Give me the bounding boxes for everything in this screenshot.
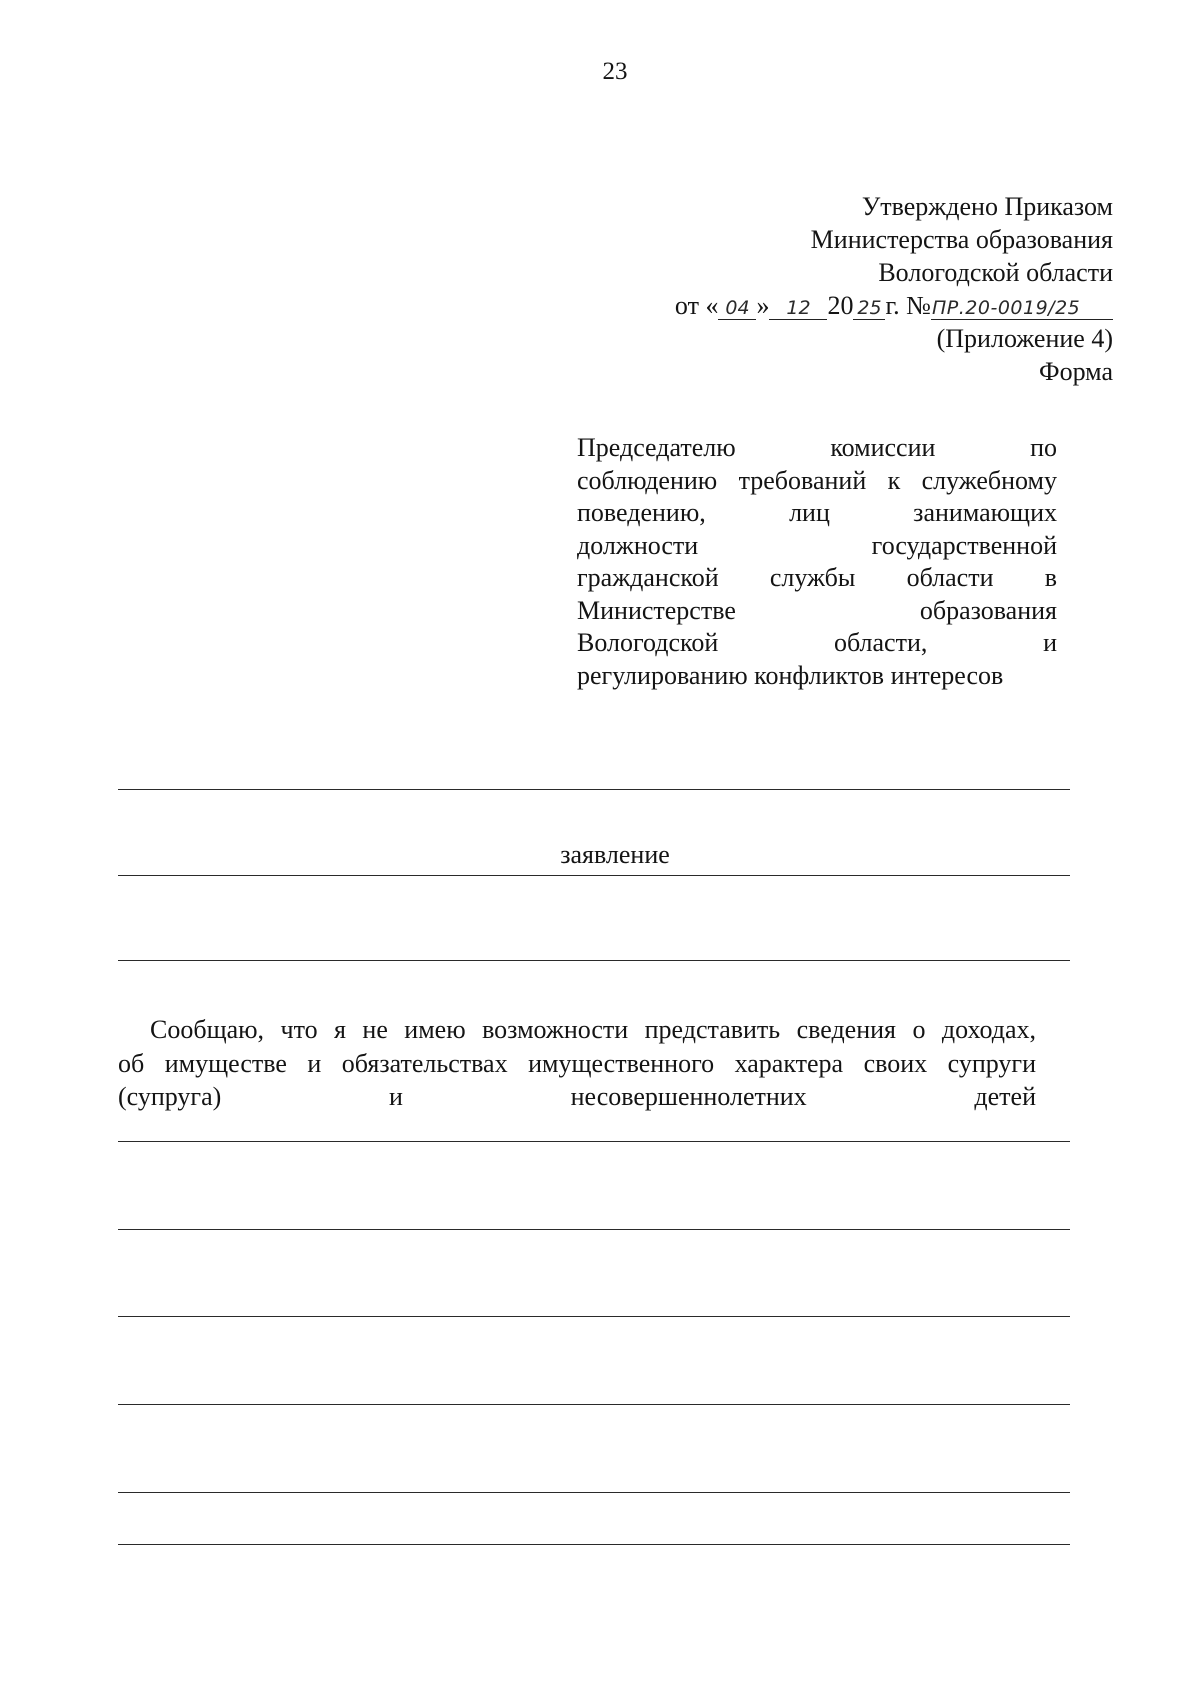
approval-line-1: Утверждено Приказом <box>861 192 1113 221</box>
addressee-line: Вологодской области, и <box>577 628 1057 657</box>
blank-fill-line[interactable] <box>118 1492 1070 1493</box>
blank-fill-line[interactable] <box>118 1229 1070 1230</box>
addressee-line: соблюдению требований к служебному <box>577 465 1057 495</box>
form-label: Форма <box>1039 357 1113 386</box>
addressee-block <box>577 432 1057 692</box>
addressee-line: Председателю комиссии по <box>577 433 1057 462</box>
date-day-close: » <box>756 291 770 320</box>
date-prefix: от « <box>674 291 719 320</box>
page-number: 23 <box>602 58 628 85</box>
year-prefix: 20 <box>827 291 854 320</box>
number-prefix: г. № <box>885 291 931 320</box>
handwritten-order-number: ПР.20-0019/25 <box>931 297 1113 320</box>
handwritten-day: 04 <box>718 297 756 320</box>
statement-line-1: Сообщаю, что я не имею возможности представить сведения о доходах, <box>150 1015 1036 1044</box>
addressee-last-line: регулированию конфликтов интересов <box>577 660 1004 690</box>
approval-line-2: Министерства образования <box>810 225 1113 254</box>
statement-line-2: об имуществе и обязательствах имущественного характера своих супруги <box>118 1048 1036 1078</box>
addressee-line: Министерстве образования <box>577 595 1057 625</box>
addressee-line: поведению, лиц занимающих <box>577 498 1057 527</box>
blank-fill-line[interactable] <box>118 1141 1070 1142</box>
approval-stamp-block <box>593 190 1113 388</box>
addressee-line: гражданской службы области в <box>577 563 1057 592</box>
statement-text <box>118 1013 1036 1114</box>
blank-fill-line[interactable] <box>118 1404 1070 1405</box>
blank-fill-line[interactable] <box>118 1544 1070 1545</box>
statement-line-3: (супруга) и несовершеннолетних детей <box>118 1082 1036 1111</box>
handwritten-month: 12 <box>769 297 827 320</box>
blank-fill-line[interactable] <box>118 789 1070 790</box>
document-type-title: заявление <box>560 840 670 869</box>
approval-line-3: Вологодской области <box>878 258 1113 287</box>
blank-fill-line[interactable] <box>118 960 1070 961</box>
handwritten-year: 25 <box>853 297 885 320</box>
approval-date-line <box>593 289 1113 322</box>
blank-fill-line[interactable] <box>118 1316 1070 1317</box>
addressee-line: должности государственной <box>577 530 1057 560</box>
appendix-label: (Приложение 4) <box>936 324 1113 353</box>
blank-fill-line[interactable] <box>118 875 1070 876</box>
